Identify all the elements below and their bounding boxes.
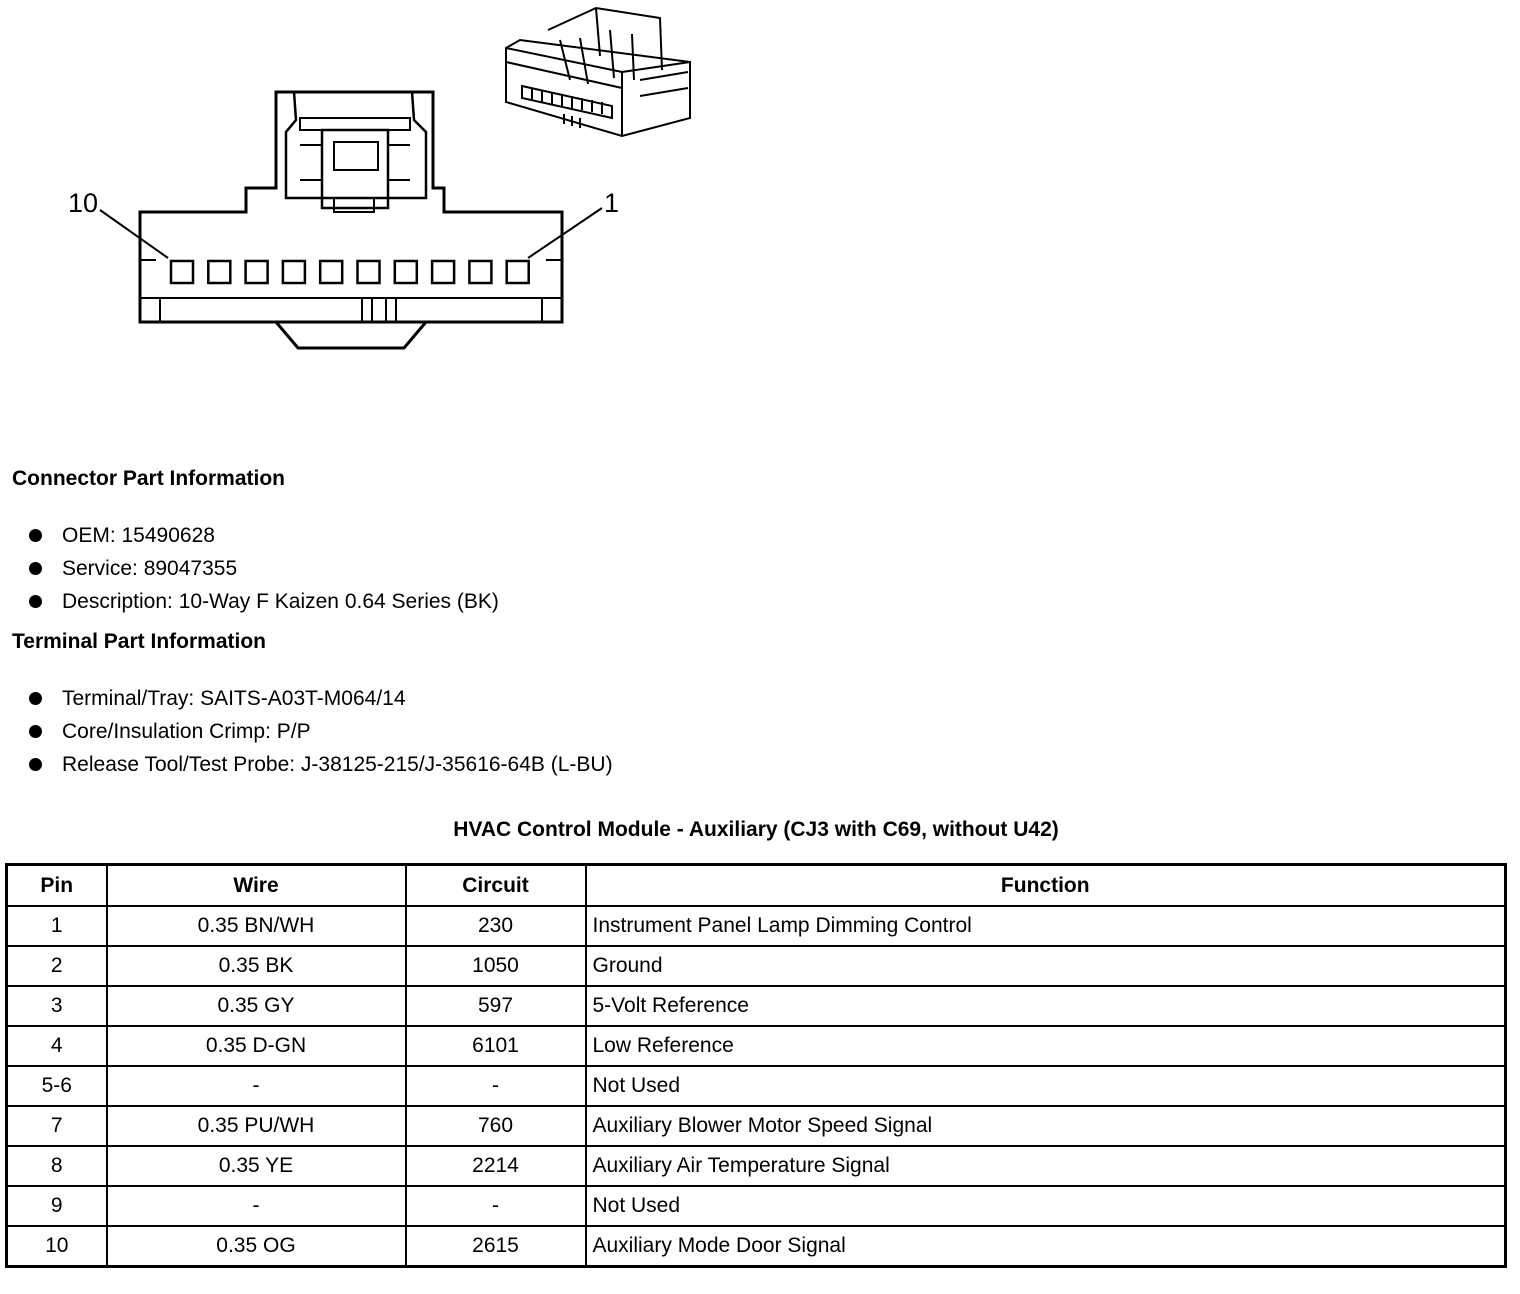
table-title: HVAC Control Module - Auxiliary (CJ3 with C69, without U42) bbox=[453, 818, 1059, 841]
terminal-cavity-5 bbox=[358, 261, 380, 283]
terminal-cavity-6 bbox=[320, 261, 342, 283]
cell-circuit: 230 bbox=[406, 906, 586, 946]
terminal-cavity-4 bbox=[395, 261, 417, 283]
pin-label-10: 10 bbox=[68, 188, 99, 218]
cell-function: Not Used bbox=[586, 1186, 1506, 1226]
cell-pin: 1 bbox=[7, 906, 107, 946]
cell-circuit: 6101 bbox=[406, 1026, 586, 1066]
cell-pin: 3 bbox=[7, 986, 107, 1026]
connector-part-info-heading: Connector Part Information bbox=[12, 467, 286, 490]
cell-function: Ground bbox=[586, 946, 1506, 986]
list-item: Core/Insulation Crimp: P/P bbox=[24, 715, 613, 748]
table-row bbox=[7, 1066, 1506, 1106]
list-item: OEM: 15490628 bbox=[24, 519, 499, 552]
cell-pin: 4 bbox=[7, 1026, 107, 1066]
cell-function: Auxiliary Mode Door Signal bbox=[586, 1226, 1506, 1267]
cell-wire: 0.35 OG bbox=[107, 1226, 406, 1267]
cell-function: 5-Volt Reference bbox=[586, 986, 1506, 1026]
terminal-cavity-9 bbox=[208, 261, 230, 283]
cell-function: Auxiliary Air Temperature Signal bbox=[586, 1146, 1506, 1186]
table-row bbox=[7, 986, 1506, 1026]
column-header-function: Function bbox=[586, 865, 1506, 907]
cell-circuit: 597 bbox=[406, 986, 586, 1026]
column-header-wire: Wire bbox=[107, 865, 406, 907]
terminal-cavity-7 bbox=[283, 261, 305, 283]
terminal-cavity-3 bbox=[432, 261, 454, 283]
table-row bbox=[7, 1026, 1506, 1066]
table-row bbox=[7, 1186, 1506, 1226]
cell-circuit: - bbox=[406, 1186, 586, 1226]
table-row bbox=[7, 1146, 1506, 1186]
table-row bbox=[7, 946, 1506, 986]
list-item: Description: 10-Way F Kaizen 0.64 Series (BK) bbox=[24, 585, 499, 618]
terminal-cavity-10 bbox=[171, 261, 193, 283]
cell-wire: 0.35 BN/WH bbox=[107, 906, 406, 946]
cell-circuit: 2214 bbox=[406, 1146, 586, 1186]
cell-circuit: 2615 bbox=[406, 1226, 586, 1267]
column-header-circuit: Circuit bbox=[406, 865, 586, 907]
cell-circuit: 760 bbox=[406, 1106, 586, 1146]
cell-wire: 0.35 YE bbox=[107, 1146, 406, 1186]
cell-pin: 10 bbox=[7, 1226, 107, 1267]
cell-function: Not Used bbox=[586, 1066, 1506, 1106]
terminal-part-info-list bbox=[24, 682, 613, 781]
list-item: Service: 89047355 bbox=[24, 552, 499, 585]
connector-part-info-list bbox=[24, 519, 499, 618]
cell-pin: 7 bbox=[7, 1106, 107, 1146]
cell-wire: - bbox=[107, 1066, 406, 1106]
terminal-cavity-8 bbox=[246, 261, 268, 283]
cell-pin: 9 bbox=[7, 1186, 107, 1226]
terminal-part-info-heading: Terminal Part Information bbox=[12, 630, 266, 653]
connector-bottom-lip bbox=[276, 322, 426, 348]
cell-wire: 0.35 D-GN bbox=[107, 1026, 406, 1066]
cell-circuit: - bbox=[406, 1066, 586, 1106]
pin-label-1: 1 bbox=[604, 188, 620, 218]
cell-pin: 2 bbox=[7, 946, 107, 986]
column-header-pin: Pin bbox=[7, 865, 107, 907]
connector-isometric-view bbox=[506, 8, 690, 136]
cell-wire: 0.35 PU/WH bbox=[107, 1106, 406, 1146]
cell-function: Instrument Panel Lamp Dimming Control bbox=[586, 906, 1506, 946]
cell-function: Low Reference bbox=[586, 1026, 1506, 1066]
cell-function: Auxiliary Blower Motor Speed Signal bbox=[586, 1106, 1506, 1146]
cell-wire: 0.35 GY bbox=[107, 986, 406, 1026]
table-row bbox=[7, 1106, 1506, 1146]
table-header-row bbox=[7, 865, 1506, 907]
terminal-cavity-1 bbox=[507, 261, 529, 283]
cell-pin: 8 bbox=[7, 1146, 107, 1186]
cell-pin: 5-6 bbox=[7, 1066, 107, 1106]
cell-wire: 0.35 BK bbox=[107, 946, 406, 986]
table-row bbox=[7, 906, 1506, 946]
connector-diagram bbox=[0, 0, 720, 420]
cell-circuit: 1050 bbox=[406, 946, 586, 986]
list-item: Release Tool/Test Probe: J-38125-215/J-35616-64B (L-BU) bbox=[24, 748, 613, 781]
cell-wire: - bbox=[107, 1186, 406, 1226]
list-item: Terminal/Tray: SAITS-A03T-M064/14 bbox=[24, 682, 613, 715]
pinout-table bbox=[5, 863, 1507, 1268]
table-row bbox=[7, 1226, 1506, 1267]
terminal-cavity-2 bbox=[469, 261, 491, 283]
